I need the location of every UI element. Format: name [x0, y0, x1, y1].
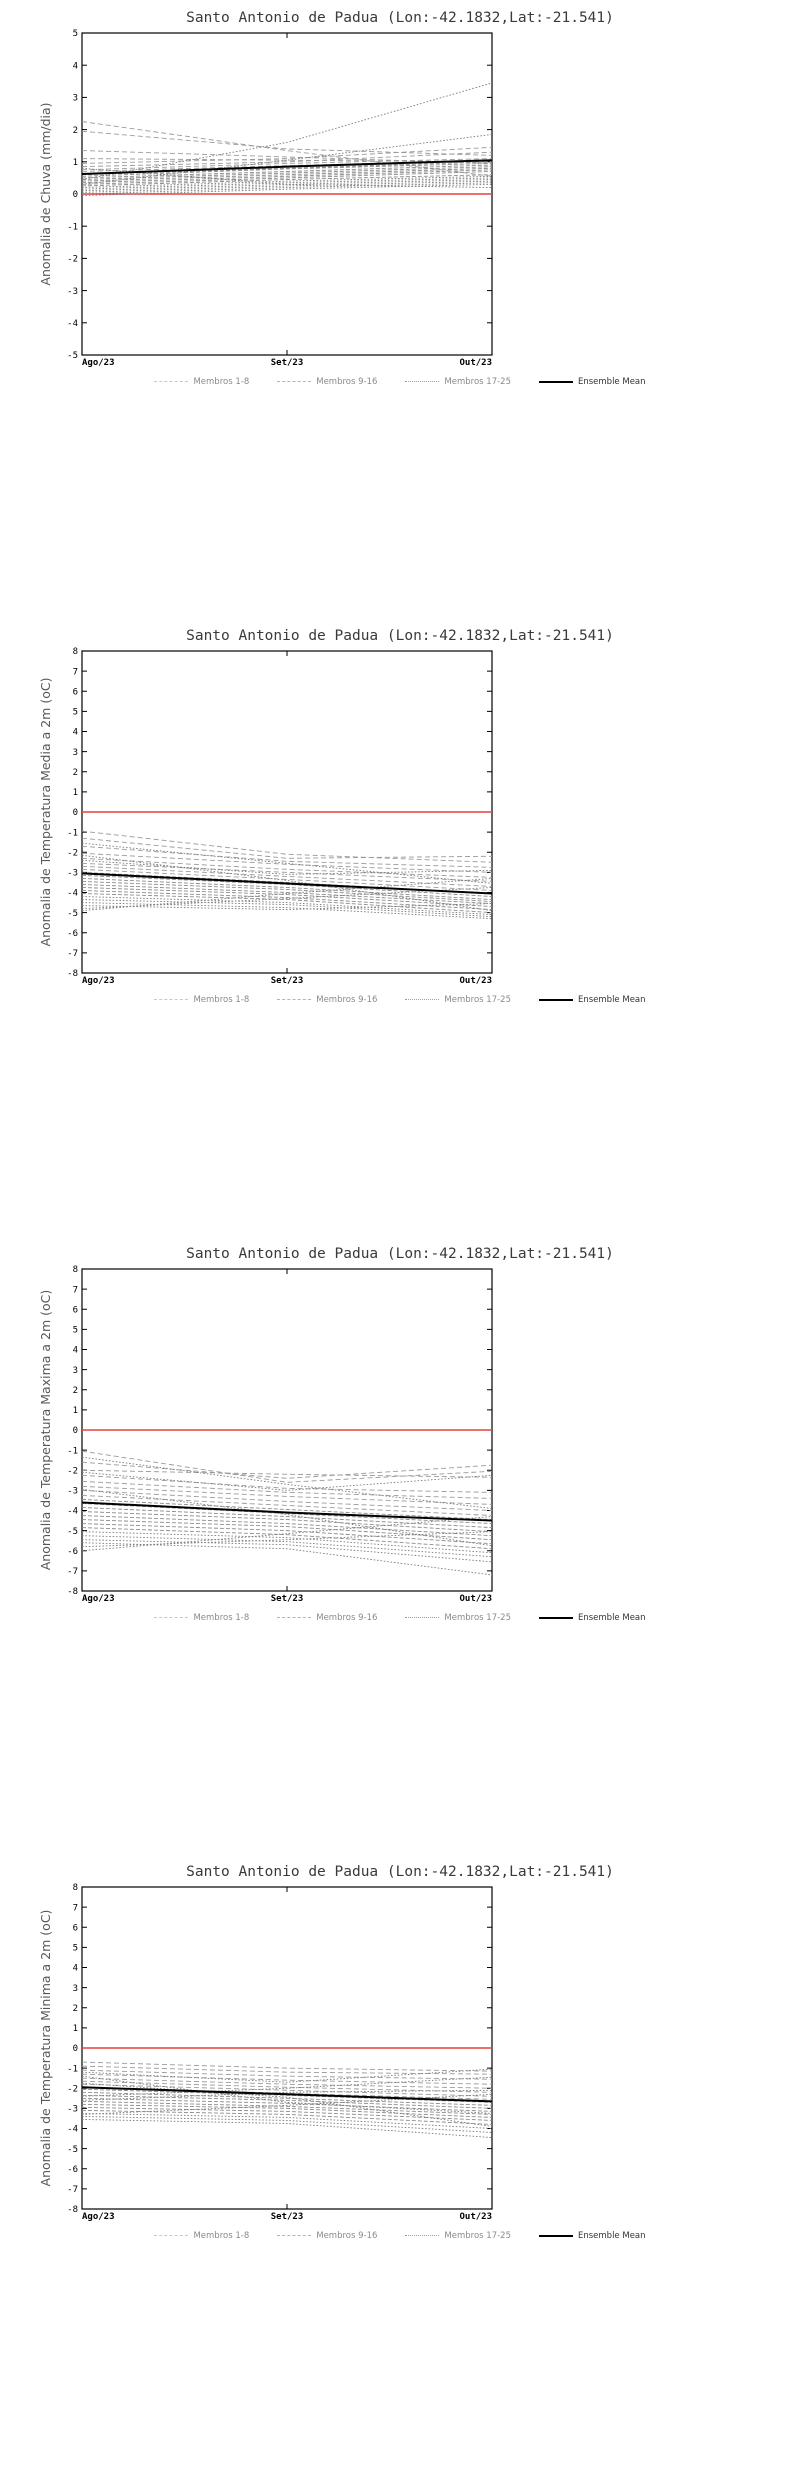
svg-text:-1: -1 — [67, 828, 78, 839]
svg-text:3: 3 — [72, 747, 78, 758]
svg-text:-7: -7 — [67, 949, 78, 960]
svg-text:Out/23: Out/23 — [459, 2212, 492, 2222]
legend-label: Membros 9-16 — [316, 995, 378, 1005]
svg-text:2: 2 — [72, 2003, 78, 2014]
svg-text:Ago/23: Ago/23 — [82, 976, 115, 986]
svg-text:-2: -2 — [67, 848, 78, 859]
legend-swatch-icon — [539, 1617, 573, 1619]
svg-text:-5: -5 — [67, 351, 78, 362]
svg-text:6: 6 — [72, 1305, 78, 1316]
legend-label: Membros 17-25 — [444, 995, 511, 1005]
legend-label: Membros 1-8 — [193, 1613, 250, 1623]
svg-text:-3: -3 — [67, 286, 78, 297]
legend-swatch-icon — [154, 2235, 188, 2237]
legend-item-1 — [154, 2231, 249, 2241]
legend-item-3 — [405, 377, 511, 387]
legend-label: Membros 9-16 — [316, 377, 378, 387]
svg-text:1: 1 — [72, 788, 78, 799]
svg-text:-6: -6 — [67, 928, 78, 939]
svg-text:5: 5 — [72, 1943, 78, 1954]
svg-text:2: 2 — [72, 125, 78, 136]
svg-text:Set/23: Set/23 — [270, 976, 304, 986]
svg-text:8: 8 — [72, 647, 78, 658]
svg-text:Set/23: Set/23 — [270, 1594, 304, 1604]
legend-swatch-icon — [405, 999, 439, 1001]
svg-text:-4: -4 — [67, 2124, 78, 2135]
svg-text:1: 1 — [72, 2024, 78, 2035]
plot-area-chuva — [0, 0, 800, 618]
svg-text:-4: -4 — [67, 888, 78, 899]
svg-text:0: 0 — [72, 1426, 78, 1437]
svg-text:-2: -2 — [67, 254, 78, 265]
svg-text:-5: -5 — [67, 908, 78, 919]
legend-label: Membros 17-25 — [444, 377, 511, 387]
svg-text:-3: -3 — [67, 868, 78, 879]
legend-label: Membros 9-16 — [316, 2231, 378, 2241]
svg-text:Set/23: Set/23 — [270, 2212, 304, 2222]
svg-text:-8: -8 — [67, 1587, 78, 1598]
legend-label: Membros 1-8 — [193, 2231, 250, 2241]
svg-text:Ago/23: Ago/23 — [82, 358, 115, 368]
chart-legend — [0, 1613, 800, 1623]
legend-swatch-icon — [539, 381, 573, 383]
legend-swatch-icon — [405, 2235, 439, 2237]
svg-text:5: 5 — [72, 707, 78, 718]
svg-text:-1: -1 — [67, 222, 78, 233]
chart-svg-temp-maxima — [0, 1236, 800, 1854]
y-axis-label: Anomalia de Temperatura Maxima a 2m (oC) — [38, 1289, 53, 1571]
svg-text:0: 0 — [72, 2044, 78, 2055]
legend-item-4 — [539, 995, 646, 1005]
page-title: Santo Antonio de Padua (Lon:-42.1832,Lat:-21.541) — [186, 1246, 614, 1262]
svg-text:-7: -7 — [67, 1567, 78, 1578]
chart-panel-chuva — [0, 0, 800, 618]
svg-text:-8: -8 — [67, 969, 78, 980]
legend-swatch-icon — [405, 381, 439, 383]
y-axis-label: Anomalia de Chuva (mm/dia) — [38, 102, 53, 286]
chart-panel-temp-maxima — [0, 1236, 800, 1854]
legend-label: Membros 17-25 — [444, 1613, 511, 1623]
page-title: Santo Antonio de Padua (Lon:-42.1832,Lat:-21.541) — [186, 10, 614, 26]
svg-text:4: 4 — [72, 61, 78, 72]
svg-text:-6: -6 — [67, 2164, 78, 2175]
legend-item-4 — [539, 377, 646, 387]
svg-text:4: 4 — [72, 1345, 78, 1356]
legend-item-2 — [277, 995, 377, 1005]
chart-legend — [0, 2231, 800, 2241]
legend-label: Membros 1-8 — [193, 377, 250, 387]
legend-swatch-icon — [154, 381, 188, 383]
svg-text:7: 7 — [72, 1903, 78, 1914]
svg-text:1: 1 — [72, 1406, 78, 1417]
page-title: Santo Antonio de Padua (Lon:-42.1832,Lat:-21.541) — [186, 628, 614, 644]
chart-panel-temp-minima — [0, 1854, 800, 2472]
legend-item-3 — [405, 2231, 511, 2241]
legend-swatch-icon — [277, 1617, 311, 1619]
legend-label: Membros 9-16 — [316, 1613, 378, 1623]
legend-label: Ensemble Mean — [577, 377, 646, 387]
svg-text:-4: -4 — [67, 1506, 78, 1517]
svg-text:2: 2 — [72, 767, 78, 778]
chart-panel-temp-media — [0, 618, 800, 1236]
svg-text:3: 3 — [72, 1983, 78, 1994]
legend-item-1 — [154, 377, 249, 387]
y-axis-label: Anomalia de Temperatura Minima a 2m (oC) — [38, 1909, 53, 2187]
svg-text:Set/23: Set/23 — [270, 358, 304, 368]
legend-item-3 — [405, 1613, 511, 1623]
svg-text:Ago/23: Ago/23 — [82, 1594, 115, 1604]
svg-text:-1: -1 — [67, 2064, 78, 2075]
svg-text:-1: -1 — [67, 1446, 78, 1457]
page-title: Santo Antonio de Padua (Lon:-42.1832,Lat:-21.541) — [186, 1864, 614, 1880]
chart-legend — [0, 377, 800, 387]
legend-swatch-icon — [154, 1617, 188, 1619]
svg-text:3: 3 — [72, 1365, 78, 1376]
svg-text:6: 6 — [72, 1923, 78, 1934]
legend-label: Membros 17-25 — [444, 2231, 511, 2241]
svg-text:5: 5 — [72, 29, 78, 40]
svg-text:3: 3 — [72, 93, 78, 104]
legend-item-2 — [277, 377, 377, 387]
legend-item-2 — [277, 2231, 377, 2241]
legend-label: Ensemble Mean — [577, 995, 646, 1005]
svg-text:2: 2 — [72, 1385, 78, 1396]
svg-text:-5: -5 — [67, 2144, 78, 2155]
svg-text:-2: -2 — [67, 1466, 78, 1477]
y-axis-label: Anomalia de Temperatura Media a 2m (oC) — [38, 677, 53, 947]
svg-text:-8: -8 — [67, 2205, 78, 2216]
svg-text:Out/23: Out/23 — [459, 976, 492, 986]
svg-text:7: 7 — [72, 1285, 78, 1296]
svg-text:Out/23: Out/23 — [459, 358, 492, 368]
legend-item-1 — [154, 1613, 249, 1623]
svg-text:-5: -5 — [67, 1526, 78, 1537]
legend-label: Ensemble Mean — [577, 2231, 646, 2241]
legend-item-4 — [539, 1613, 646, 1623]
svg-text:-2: -2 — [67, 2084, 78, 2095]
legend-item-1 — [154, 995, 249, 1005]
svg-text:-6: -6 — [67, 1546, 78, 1557]
plot-area-temp-maxima — [0, 1236, 800, 1854]
chart-svg-chuva — [0, 0, 800, 618]
svg-text:-3: -3 — [67, 2104, 78, 2115]
svg-text:Out/23: Out/23 — [459, 1594, 492, 1604]
legend-swatch-icon — [277, 381, 311, 383]
legend-label: Membros 1-8 — [193, 995, 250, 1005]
legend-swatch-icon — [539, 999, 573, 1001]
svg-text:1: 1 — [72, 158, 78, 168]
svg-text:7: 7 — [72, 667, 78, 678]
svg-text:6: 6 — [72, 687, 78, 698]
legend-swatch-icon — [539, 2235, 573, 2237]
legend-swatch-icon — [154, 999, 188, 1001]
svg-text:4: 4 — [72, 727, 78, 738]
legend-swatch-icon — [277, 2235, 311, 2237]
svg-text:0: 0 — [72, 808, 78, 819]
svg-text:-4: -4 — [67, 319, 78, 329]
plot-area-temp-minima — [0, 1854, 800, 2472]
legend-item-3 — [405, 995, 511, 1005]
svg-text:8: 8 — [72, 1265, 78, 1276]
legend-item-4 — [539, 2231, 646, 2241]
plot-area-temp-media — [0, 618, 800, 1236]
legend-label: Ensemble Mean — [577, 1613, 646, 1623]
legend-item-2 — [277, 1613, 377, 1623]
chart-svg-temp-media — [0, 618, 800, 1236]
svg-text:-3: -3 — [67, 1486, 78, 1497]
chart-legend — [0, 995, 800, 1005]
svg-text:-7: -7 — [67, 2185, 78, 2196]
chart-svg-temp-minima — [0, 1854, 800, 2472]
svg-text:0: 0 — [72, 190, 78, 201]
svg-text:Ago/23: Ago/23 — [82, 2212, 115, 2222]
svg-text:4: 4 — [72, 1963, 78, 1974]
svg-text:5: 5 — [72, 1325, 78, 1336]
svg-text:8: 8 — [72, 1883, 78, 1894]
legend-swatch-icon — [405, 1617, 439, 1619]
legend-swatch-icon — [277, 999, 311, 1001]
